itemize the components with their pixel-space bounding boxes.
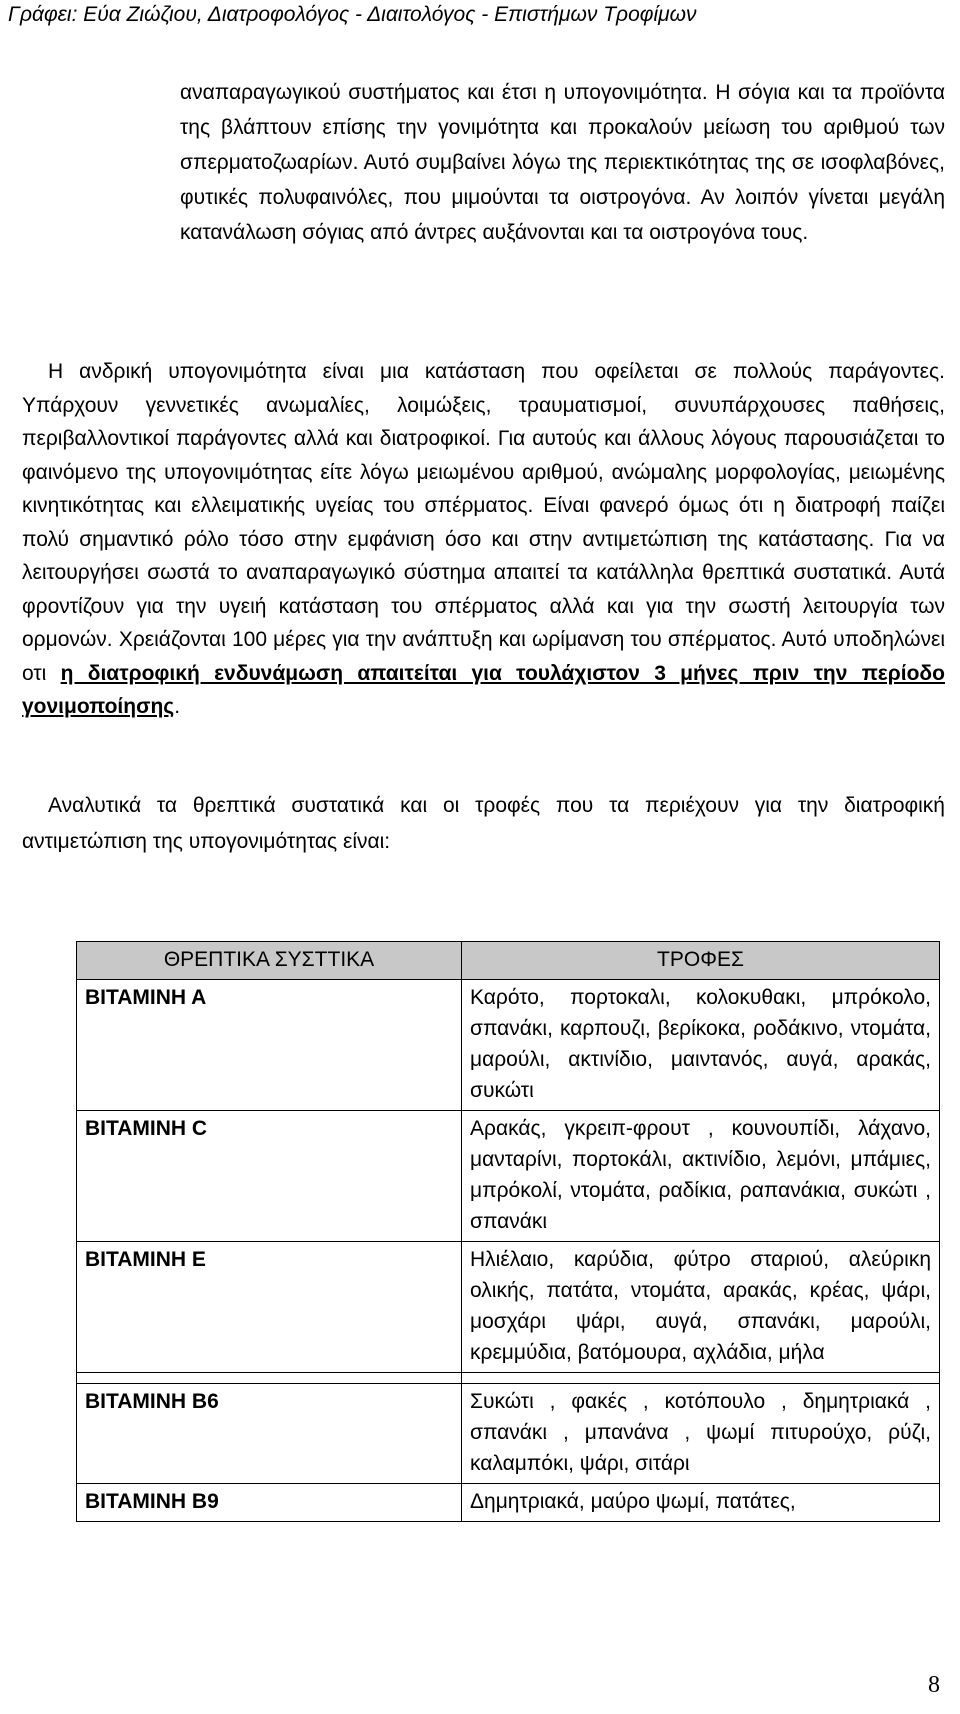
table-row	[77, 980, 940, 1111]
foods-list: Ηλιέλαιο, καρύδια, φύτρο σταριού, αλεύρικη ολικής, πατάτα, ντομάτα, αρακάς, κρέας, ψάρι, μοσχάρι ψάρι, αυγά, σπανάκι, μαρούλι, κρεμμύδια, βατόμουρα, αχλάδια, μήλα	[462, 1242, 940, 1373]
paragraph-soy-fertility: αναπαραγωγικού συστήματος και έτσι η υπογονιμότητα. Η σόγια και τα προϊόντα της βλάπτουν επίσης την γονιμότητα και προκαλούν μείωση του αριθμού των σπερματοζωαρίων. Αυτό συμβαίνει λόγω της περιεκτικότητας της σε ισοφλαβόνες, φυτικές πολυφαινόλες, που μιμούνται τα οιστρογόνα. Αν λοιπόν γίνεται μεγάλη κατανάλωση σόγιας από άντρες αυξάνονται και τα οιστρογόνα τους.	[180, 81, 945, 244]
nutrient-name: ΒΙΤΑΜΙΝΗ Β6	[77, 1384, 462, 1484]
paragraph-end: .	[174, 695, 181, 718]
paragraph-text: Αναλυτικά τα θρεπτικά συστατικά και οι τροφές που τα περιέχουν για την διατροφική αντιμετώπιση της υπογονιμότητας είναι:	[22, 794, 945, 853]
nutrient-name: ΒΙΤΑΜΙΝΗ C	[77, 1111, 462, 1242]
table-row	[77, 1484, 940, 1522]
foods-list: Δημητριακά, μαύρο ψωμί, πατάτες,	[462, 1484, 940, 1522]
nutrients-table	[76, 941, 940, 1522]
paragraph-text: Η ανδρική υπογονιμότητα είναι μια κατάσταση που οφείλεται σε πολλούς παράγοντες. Υπάρχουν γεννετικές ανωμαλίες, λοιμώξεις, τραυματισμοί, συνυπάρχουσες παθήσεις, περιβαλλοντικοί παράγοντες αλλά και διατροφικοί. Για αυτούς και άλλους λόγους παρουσιάζεται το φαινόμενο της υπογονιμότητας είτε λόγω μειωμένου αριθμού, ανώμαλης μορφολογίας, μειωμένης κινητικότητας και ελλειματικής υγείας του σπέρματος. Είναι φανερό όμως ότι η διατροφή παίζει πολύ σημαντικό ρόλο τόσο στην εμφάνιση όσο και στην αντιμετώπιση της κατάστασης. Για να λειτουργήσει σωστά το αναπαραγωγικό σύστημα απαιτεί τα κατάλληλα θρεπτικά συστατικά. Αυτά φροντίζουν για την υγειή κατάσταση του σπέρματος αλλά και για την σωστή λειτουργία των ορμονών. Χρειάζονται 100 μέρες για την ανάπτυξη και ωρίμανση του σπέρματος. Αυτό υποδηλώνει οτι	[22, 360, 945, 685]
spacer-cell	[77, 1373, 462, 1384]
table-row	[77, 1242, 940, 1373]
nutrient-name: ΒΙΤΑΜΙΝΗ Β9	[77, 1484, 462, 1522]
foods-list: Αρακάς, γκρειπ-φρουτ , κουνουπίδι, λάχανο, μανταρίνι, πορτοκάλι, ακτινίδιο, λεμόνι, μπάμιες, μπρόκολί, ντομάτα, ραδίκια, ραπανάκια, συκώτι , σπανάκι	[462, 1111, 940, 1242]
header-foods: ΤΡΟΦΕΣ	[462, 942, 940, 980]
table-spacer-row	[77, 1373, 940, 1384]
paragraph-intro-table	[22, 788, 945, 860]
page-number: 8	[928, 1672, 940, 1698]
nutrient-name: ΒΙΤΑΜΙΝΗ Α	[77, 980, 462, 1111]
spacer-cell	[462, 1373, 940, 1384]
emphasis-text: η διατροφική ενδυνάμωση απαιτείται για τουλάχιστον 3 μήνες πριν την περίοδο γονιμοποίησης	[22, 661, 945, 718]
foods-list: Συκώτι , φακές , κοτόπουλο , δημητριακά , σπανάκι , μπανάνα , ψωμί πιτυρούχο, ρύζι, καλαμπόκι, ψάρι, σιτάρι	[462, 1384, 940, 1484]
paragraph-male-infertility	[22, 355, 945, 724]
nutrient-name: ΒΙΤΑΜΙΝΗ Ε	[77, 1242, 462, 1373]
header-nutrients: ΘΡΕΠΤΙΚΑ ΣΥΣΤΤΙΚΑ	[77, 942, 462, 980]
running-header: Γράφει: Εύα Ζιώζιου, Διατροφολόγος - Διαιτολόγος - Επιστήμων Τροφίμων	[8, 3, 697, 26]
foods-list: Καρότο, πορτοκαλι, κολοκυθακι, μπρόκολο, σπανάκι, καρπουζι, βερίκοκα, ροδάκινο, ντομάτα, μαρούλι, ακτινίδιο, μαιντανός, αυγά, αρακάς, συκώτι	[462, 980, 940, 1111]
table-row	[77, 1384, 940, 1484]
table-row	[77, 1111, 940, 1242]
table-header-row	[77, 942, 940, 980]
